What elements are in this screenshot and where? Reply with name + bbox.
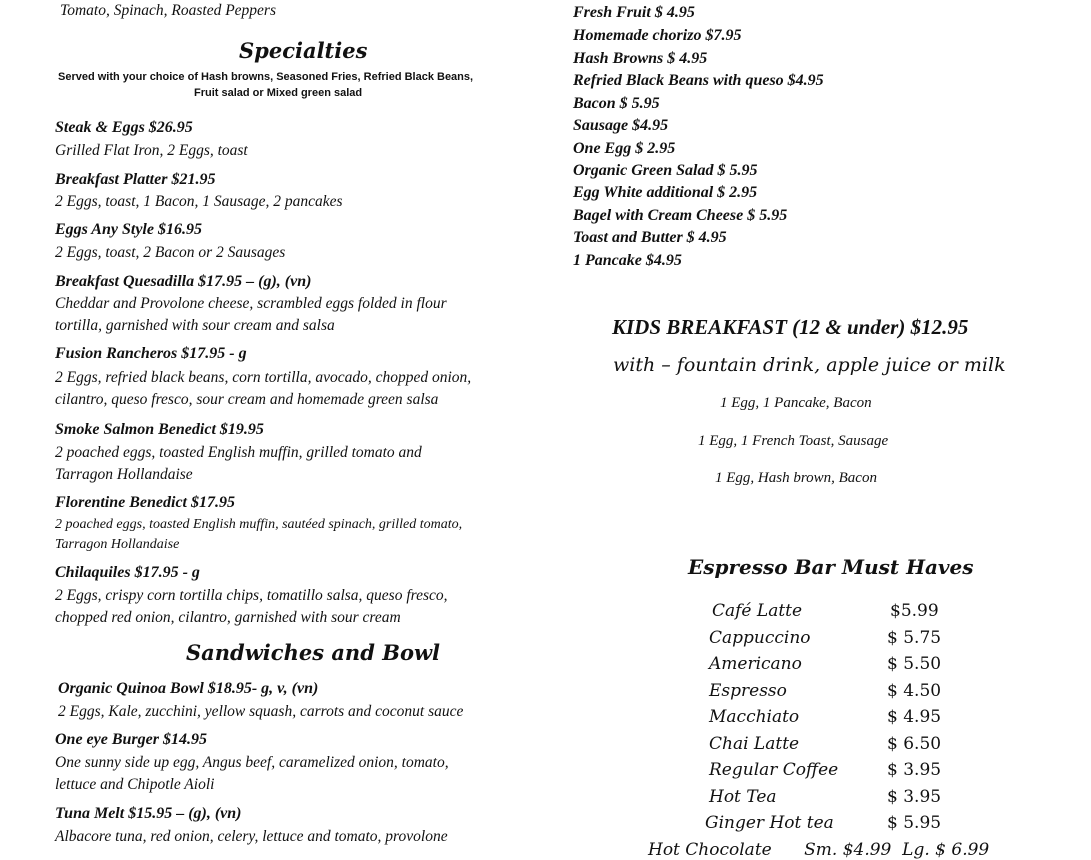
espresso-item-price: $ 6.50	[887, 734, 942, 754]
menu-item-title: Florentine Benedict $17.95	[55, 494, 235, 511]
specialties-note-line2: Fruit salad or Mixed green salad	[194, 87, 363, 99]
espresso-item-name: Regular Coffee	[709, 760, 839, 780]
top-line-text: Tomato, Spinach, Roasted Peppers	[60, 2, 276, 19]
menu-item-title: Organic Quinoa Bowl $18.95- g, v, (vn)	[58, 680, 319, 697]
espresso-item-price: $ 3.95	[887, 787, 942, 807]
side-item: 1 Pancake $4.95	[573, 252, 682, 269]
espresso-item-price: $ 5.75	[887, 628, 942, 648]
espresso-item-name: Café Latte	[712, 601, 803, 621]
kids-option: 1 Egg, 1 French Toast, Sausage	[698, 433, 889, 449]
menu-item-title: Breakfast Platter $21.95	[55, 171, 216, 188]
menu-item-desc: 2 Eggs, refried black beans, corn tortilla, avocado, chopped onion,	[55, 369, 472, 386]
menu-item-desc: 2 Eggs, toast, 2 Bacon or 2 Sausages	[55, 244, 286, 261]
kids-subheading: with – fountain drink, apple juice or milk	[613, 354, 1006, 376]
menu-item-desc: cilantro, queso fresco, sour cream and homemade green salsa	[55, 391, 439, 408]
espresso-item-price: $ 4.50	[887, 681, 942, 701]
espresso-item-name: Americano	[709, 654, 802, 674]
kids-option: 1 Egg, Hash brown, Bacon	[715, 470, 877, 486]
menu-item-title: One eye Burger $14.95	[55, 731, 207, 748]
menu-item-title: Breakfast Quesadilla $17.95 – (g), (vn)	[55, 273, 312, 290]
side-item: Hash Browns $ 4.95	[573, 50, 708, 67]
specialties-note-line1: Served with your choice of Hash browns, Seasoned Fries, Refried Black Beans,	[58, 71, 474, 83]
espresso-item-price: $ 4.95	[887, 707, 942, 727]
menu-item-desc: 2 Eggs, crispy corn tortilla chips, tomatillo salsa, queso fresco,	[55, 587, 448, 604]
menu-item-desc: chopped red onion, cilantro, garnished with sour cream	[55, 609, 401, 626]
espresso-item-price: $ 5.50	[887, 654, 942, 674]
kids-option: 1 Egg, 1 Pancake, Bacon	[720, 395, 872, 411]
sandwiches-heading: Sandwiches and Bowl	[186, 640, 441, 665]
side-item: Fresh Fruit $ 4.95	[573, 4, 695, 21]
specialties-heading: Specialties	[239, 38, 368, 63]
side-item: Organic Green Salad $ 5.95	[573, 162, 758, 179]
side-item: Sausage $4.95	[573, 117, 669, 134]
menu-item-title: Tuna Melt $15.95 – (g), (vn)	[55, 805, 242, 822]
side-item: One Egg $ 2.95	[573, 140, 676, 157]
menu-item-desc: Grilled Flat Iron, 2 Eggs, toast	[55, 142, 248, 159]
menu-item-title: Steak & Eggs $26.95	[55, 119, 193, 136]
menu-item-title: Eggs Any Style $16.95	[55, 221, 202, 238]
menu-item-desc: 2 Eggs, toast, 1 Bacon, 1 Sausage, 2 pancakes	[55, 193, 343, 210]
kids-heading: KIDS BREAKFAST (12 & under) $12.95	[612, 315, 969, 339]
side-item: Egg White additional $ 2.95	[573, 184, 758, 201]
espresso-item-price: $5.99	[890, 601, 939, 621]
side-item: Bacon $ 5.95	[573, 95, 660, 112]
menu-item-desc: Tarragon Hollandaise	[55, 537, 180, 552]
menu-item-title: Smoke Salmon Benedict $19.95	[55, 421, 264, 438]
menu-item-desc: 2 poached eggs, toasted English muffin, sautéed spinach, grilled tomato,	[55, 517, 463, 532]
side-item: Homemade chorizo $7.95	[573, 27, 742, 44]
menu-item-desc: Albacore tuna, red onion, celery, lettuce and tomato, provolone	[55, 828, 448, 845]
side-item: Toast and Butter $ 4.95	[573, 229, 727, 246]
espresso-item-name: Chai Latte	[709, 734, 800, 754]
espresso-item-name: Ginger Hot tea	[705, 813, 834, 833]
menu-item-desc: tortilla, garnished with sour cream and salsa	[55, 317, 335, 334]
menu-item-title: Fusion Rancheros $17.95 - g	[55, 345, 247, 362]
menu-item-title: Chilaquiles $17.95 - g	[55, 564, 200, 581]
espresso-item-price: $ 3.95	[887, 760, 942, 780]
espresso-cutoff-line: Hot Chocolate Sm. $4.99 Lg. $ 6.99	[648, 840, 990, 860]
menu-item-desc: lettuce and Chipotle Aioli	[55, 776, 215, 793]
espresso-item-name: Macchiato	[709, 707, 800, 727]
side-item: Bagel with Cream Cheese $ 5.95	[573, 207, 788, 224]
espresso-item-name: Cappuccino	[709, 628, 811, 648]
espresso-item-price: $ 5.95	[887, 813, 942, 833]
espresso-item-name: Hot Tea	[709, 787, 777, 807]
menu-item-desc: 2 Eggs, Kale, zucchini, yellow squash, carrots and coconut sauce	[58, 703, 464, 720]
espresso-heading: Espresso Bar Must Haves	[688, 555, 974, 579]
menu-item-desc: Tarragon Hollandaise	[55, 466, 193, 483]
side-item: Refried Black Beans with queso $4.95	[573, 72, 824, 89]
menu-item-desc: 2 poached eggs, toasted English muffin, grilled tomato and	[55, 444, 422, 461]
espresso-item-name: Espresso	[709, 681, 787, 701]
menu-item-desc: Cheddar and Provolone cheese, scrambled eggs folded in flour	[55, 295, 447, 312]
menu-item-desc: One sunny side up egg, Angus beef, caramelized onion, tomato,	[55, 754, 449, 771]
